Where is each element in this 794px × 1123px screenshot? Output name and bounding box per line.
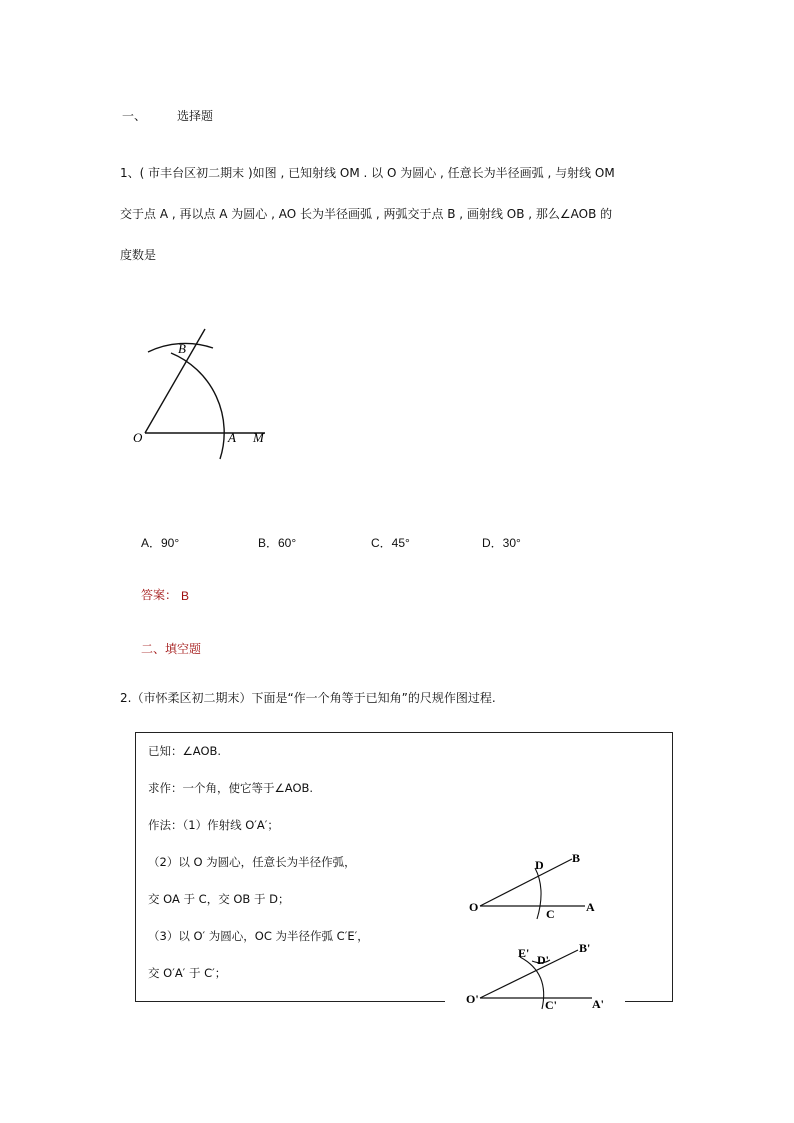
section-title: 选择题	[177, 109, 214, 123]
option-a[interactable]: A．90°	[141, 536, 180, 550]
option-d[interactable]: D．30°	[482, 536, 521, 550]
section2-title: 二、填空题	[141, 642, 202, 656]
label-c-top: C	[546, 907, 555, 921]
label-b: B	[178, 341, 186, 356]
label-m: M	[253, 430, 264, 445]
label-b-top: B	[572, 851, 581, 865]
label-c-prime: C'	[545, 998, 557, 1012]
q1-line-1: 1、( 市丰台区初二期末 )如图 , 已知射线 OM . 以 O 为圆心 , 任意长为半径画弧 , 与射线 OM	[120, 166, 615, 180]
q1-line-2: 交于点 A , 再以点 A 为圆心 , AO 长为半径画弧 , 两弧交于点 B , 画射线 OB , 那么∠AOB 的	[120, 207, 613, 221]
box-line-6: （3）以 O′ 为圆心，OC 为半径作弧 C′E′，	[148, 929, 369, 943]
arc-centered-o	[171, 353, 224, 459]
label-o-top: O	[469, 900, 479, 914]
section-number: 一、	[122, 109, 147, 123]
fig-copied-angle	[460, 935, 610, 1015]
box-line-5: 交 OA 于 C，交 OB 于 D；	[148, 892, 290, 906]
label-a-prime: A'	[592, 997, 604, 1011]
label-b-prime: B'	[579, 941, 591, 955]
ray-ob-2	[480, 859, 572, 906]
box-line-3: 作法：（1）作射线 O′A′；	[148, 818, 279, 832]
label-d-top: D	[535, 858, 544, 872]
q2-intro: 2.（市怀柔区初二期末）下面是“作一个角等于已知角”的尺规作图过程.	[120, 691, 496, 705]
option-c[interactable]: C．45°	[371, 536, 410, 550]
option-b[interactable]: B．60°	[258, 536, 297, 550]
q1-figure	[125, 320, 285, 465]
box-line-2: 求作：一个角，使它等于∠AOB.	[148, 781, 314, 795]
answer-value: B	[181, 589, 190, 603]
fig-original-angle	[460, 845, 610, 925]
label-o: O	[133, 430, 143, 445]
label-e-prime: E'	[518, 946, 530, 960]
box-line-4: （2）以 O 为圆心，任意长为半径作弧，	[148, 855, 356, 869]
box-line-1: 已知：∠AOB.	[148, 744, 222, 758]
label-o-prime: O'	[466, 992, 479, 1006]
q1-line-3: 度数是	[120, 248, 157, 262]
label-a-top: A	[586, 900, 595, 914]
label-d-prime: D'	[537, 953, 549, 967]
answer-label: 答案：	[141, 588, 178, 602]
box-line-7: 交 O′A′ 于 C′；	[148, 966, 227, 980]
label-a: A	[228, 430, 236, 445]
